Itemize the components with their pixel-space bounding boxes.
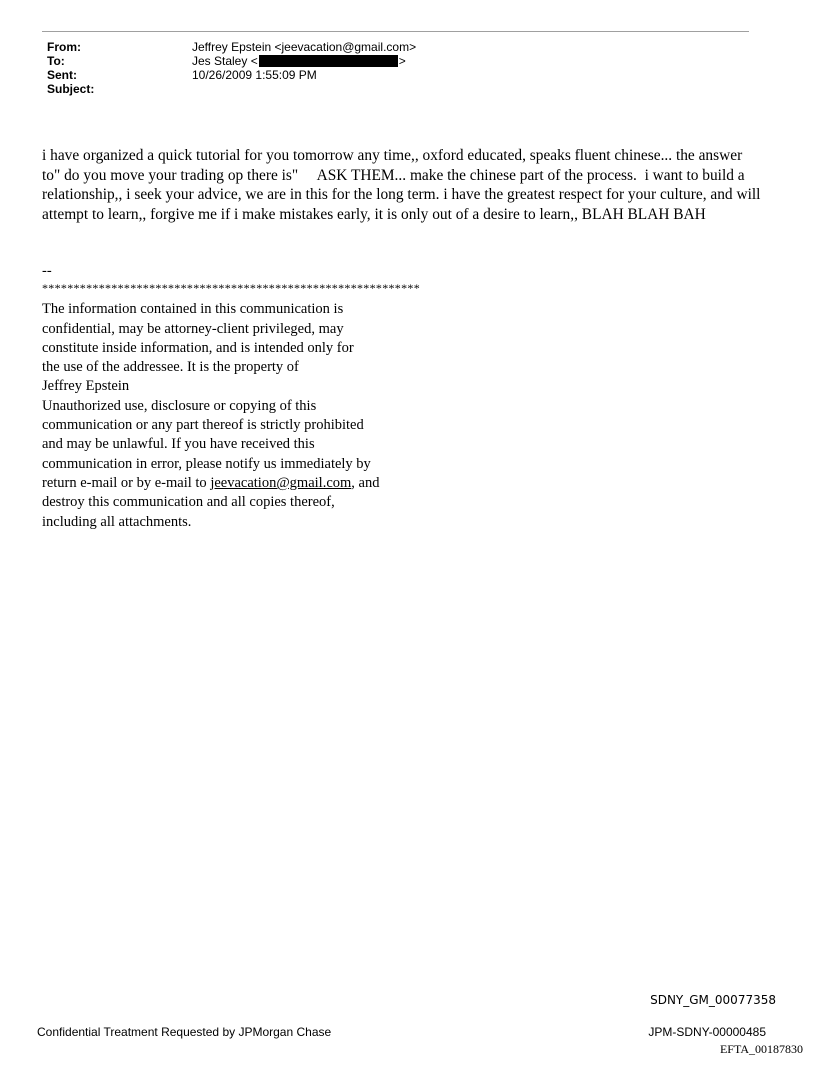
signature-block xyxy=(42,262,512,532)
disclaimer-line: Unauthorized use, disclosure or copying of this xyxy=(42,397,317,414)
signature-dashes: -- xyxy=(42,263,52,279)
to-value xyxy=(192,54,406,68)
disclaimer-line: destroy this communication and all copies thereof, xyxy=(42,494,335,511)
redaction-bar xyxy=(259,55,398,67)
disclaimer-line: the use of the addressee. It is the property of xyxy=(42,359,299,376)
subject-row xyxy=(47,82,416,96)
email-body: i have organized a quick tutorial for you tomorrow any time,, oxford educated, speaks fluent chinese... the answer to" do you move your trading op there is" ASK THEM... make the chinese part of the process. i want to build a relationship,, i seek your advice, we are in this for the long term. i have the greatest respect for your culture, and will attempt to learn,, forgive me if i make mistakes early, it is only out of a desire to learn,, BLAH BLAH BAH xyxy=(42,147,765,223)
disclaimer-line: Jeffrey Epstein xyxy=(42,378,130,395)
disclaimer-email-line xyxy=(42,474,512,493)
email-line-prefix: return e-mail or by e-mail to xyxy=(42,474,211,491)
disclaimer-line: constitute inside information, and is intended only for xyxy=(42,339,354,356)
email-header xyxy=(47,40,416,96)
bates-number-efta: EFTA_00187830 xyxy=(719,1042,803,1056)
from-label: From: xyxy=(47,40,81,54)
disclaimer-line: including all attachments. xyxy=(42,513,192,530)
from-row xyxy=(47,40,416,54)
disclaimer-line: and may be unlawful. If you have received this xyxy=(42,436,315,453)
confidential-note: Confidential Treatment Requested by JPMorgan Chase xyxy=(37,1025,332,1039)
email-line-suffix: , and xyxy=(351,474,380,491)
header-divider xyxy=(42,31,749,32)
to-label: To: xyxy=(47,54,65,68)
from-value: Jeffrey Epstein <jeevacation@gmail.com> xyxy=(192,40,417,54)
disclaimer-line: confidential, may be attorney-client privileged, may xyxy=(42,320,344,337)
email-link[interactable]: jeevacation@gmail.com xyxy=(210,474,352,491)
sent-value: 10/26/2009 1:55:09 PM xyxy=(192,68,317,82)
bates-number-sdny: SDNY_GM_00077358 xyxy=(650,993,776,1007)
disclaimer-line: communication in error, please notify us immediately by xyxy=(42,455,371,472)
to-row xyxy=(47,54,416,68)
signature-stars: ************************************************************ xyxy=(42,281,420,296)
disclaimer-lines xyxy=(42,300,512,532)
sent-label: Sent: xyxy=(47,68,77,82)
bates-number-jpm: JPM-SDNY-00000485 xyxy=(648,1025,766,1039)
subject-label: Subject: xyxy=(47,82,95,96)
disclaimer-line: communication or any part thereof is strictly prohibited xyxy=(42,417,364,434)
disclaimer-line: The information contained in this communication is xyxy=(42,301,344,318)
to-name: Jes Staley < xyxy=(192,54,258,68)
to-suffix: > xyxy=(398,54,406,68)
sent-row xyxy=(47,68,416,82)
